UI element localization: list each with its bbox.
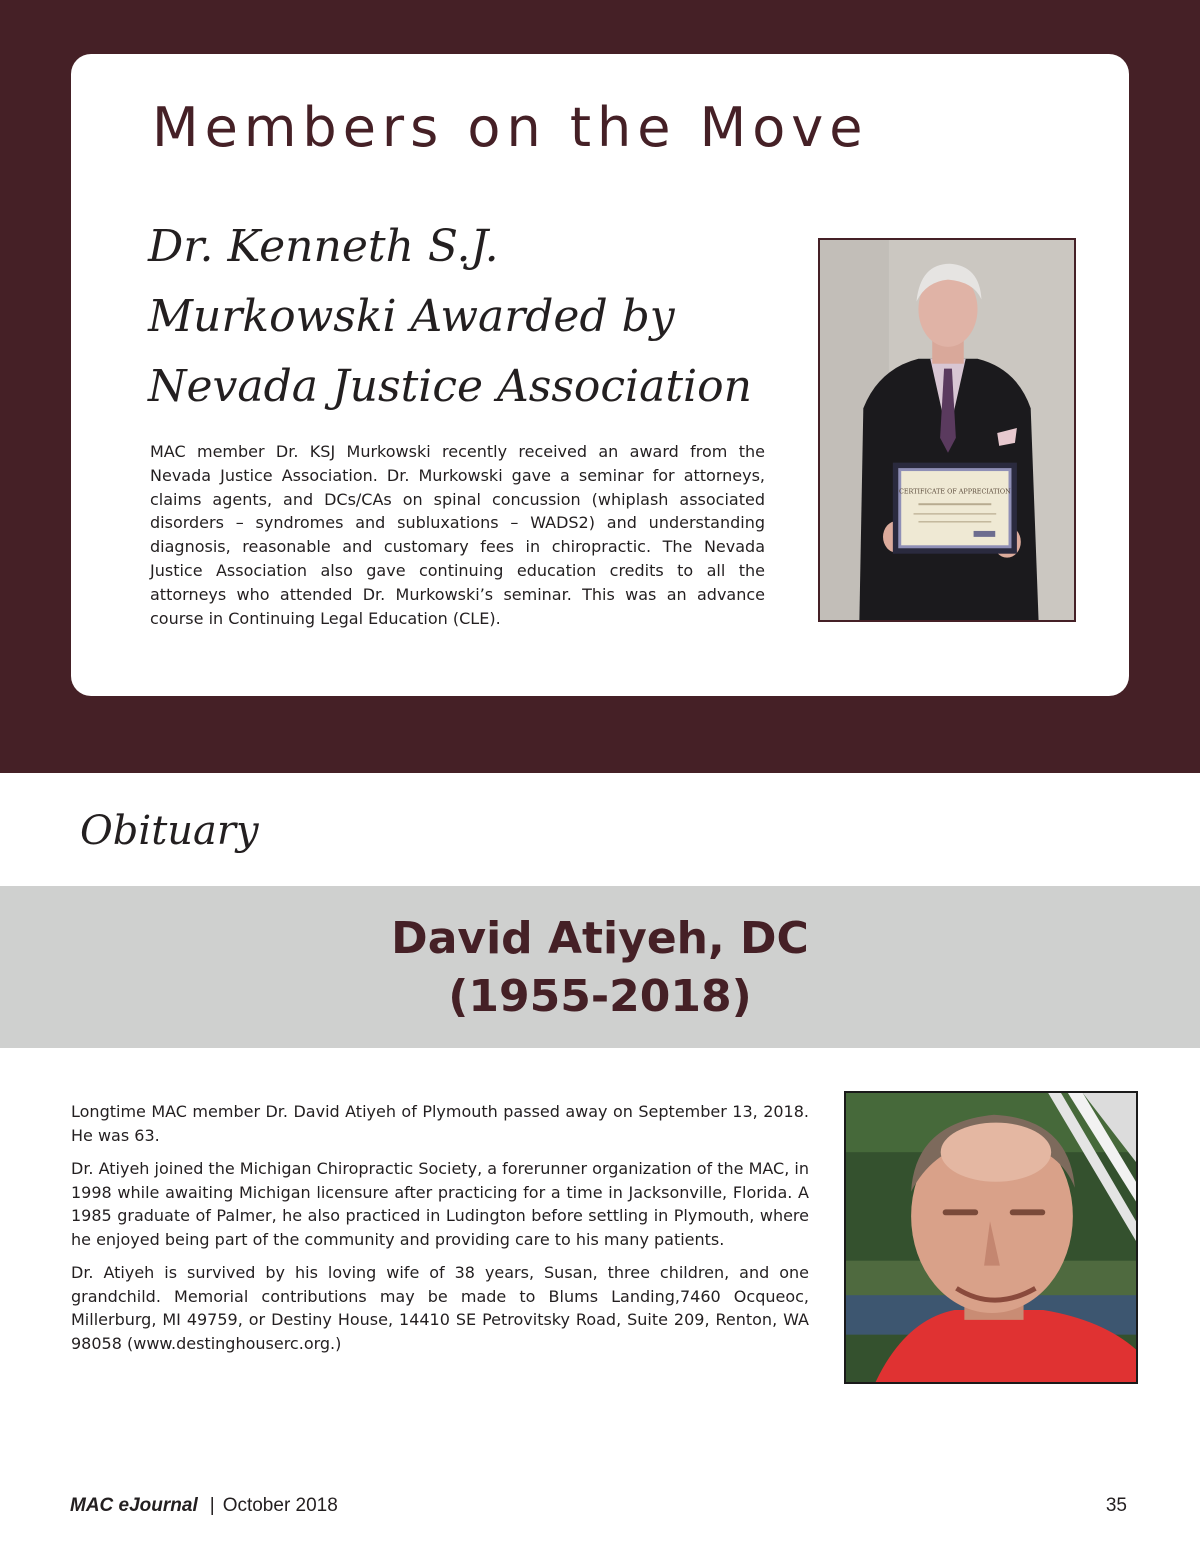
footer-journal-name: MAC eJournal <box>70 1495 198 1516</box>
article-headline <box>148 212 788 422</box>
murkowski-award-photo <box>818 238 1076 622</box>
footer-separator: | <box>209 1495 215 1516</box>
certificate-title: CERTIFICATE OF APPRECIATION <box>898 487 1011 496</box>
obituary-years: (1955-2018) <box>448 971 752 1022</box>
footer-issue-date: October 2018 <box>222 1495 338 1516</box>
obituary-paragraph-3: Dr. Atiyeh is survived by his loving wife of 38 years, Susan, three children, and one grandchild. Memorial contributions may be made to Blums Landing,7460 Ocqueoc, Millerburg, MI 49759, or Destiny House, 14410 SE Petrovitsky Road, Suite 209, Renton, WA 98058 (www.destinghouserc.org.) <box>71 1263 809 1353</box>
atiyeh-portrait-photo <box>844 1091 1138 1384</box>
obituary-name <box>0 910 1200 1026</box>
headline-line-1: Dr. Kenneth S.J. <box>148 221 499 272</box>
obituary-label: Obituary <box>80 808 259 854</box>
obituary-paragraph-1: Longtime MAC member Dr. David Atiyeh of Plymouth passed away on September 13, 2018. He was 63. <box>71 1102 809 1145</box>
page-number: 35 <box>1105 1495 1127 1516</box>
section-title: Members on the Move <box>152 96 869 159</box>
headline-line-3: Nevada Justice Association <box>148 361 752 412</box>
headline-line-2: Murkowski Awarded by <box>148 291 675 342</box>
obituary-text <box>71 1100 809 1365</box>
man-holding-certificate-image <box>820 240 1074 620</box>
article-body: MAC member Dr. KSJ Murkowski recently received an award from the Nevada Justice Association. Dr. Murkowski gave a seminar for attorneys, claims agents, and DCs/CAs on spinal concussion (whiplash associated disorders – syndromes and subluxations – WADS2) and understanding diagnosis, reasonable and customary fees in chiropractic. The Nevada Justice Association also gave continuing education credits to all the attorneys who attended Dr. Murkowski’s seminar. This was an advance course in Continuing Legal Education (CLE). <box>150 442 765 628</box>
man-portrait-image <box>846 1093 1136 1382</box>
obituary-paragraph-2: Dr. Atiyeh joined the Michigan Chiropractic Society, a forerunner organization of the MAC, in 1998 while awaiting Michigan licensure after practicing for a time in Jacksonville, Florida. A 1985 graduate of Palmer, he also practiced in Ludington before settling in Plymouth, where he enjoyed being part of the community and providing care to his many patients. <box>71 1159 809 1249</box>
footer-publication <box>70 1495 338 1517</box>
obituary-name-line-1: David Atiyeh, DC <box>391 913 809 964</box>
